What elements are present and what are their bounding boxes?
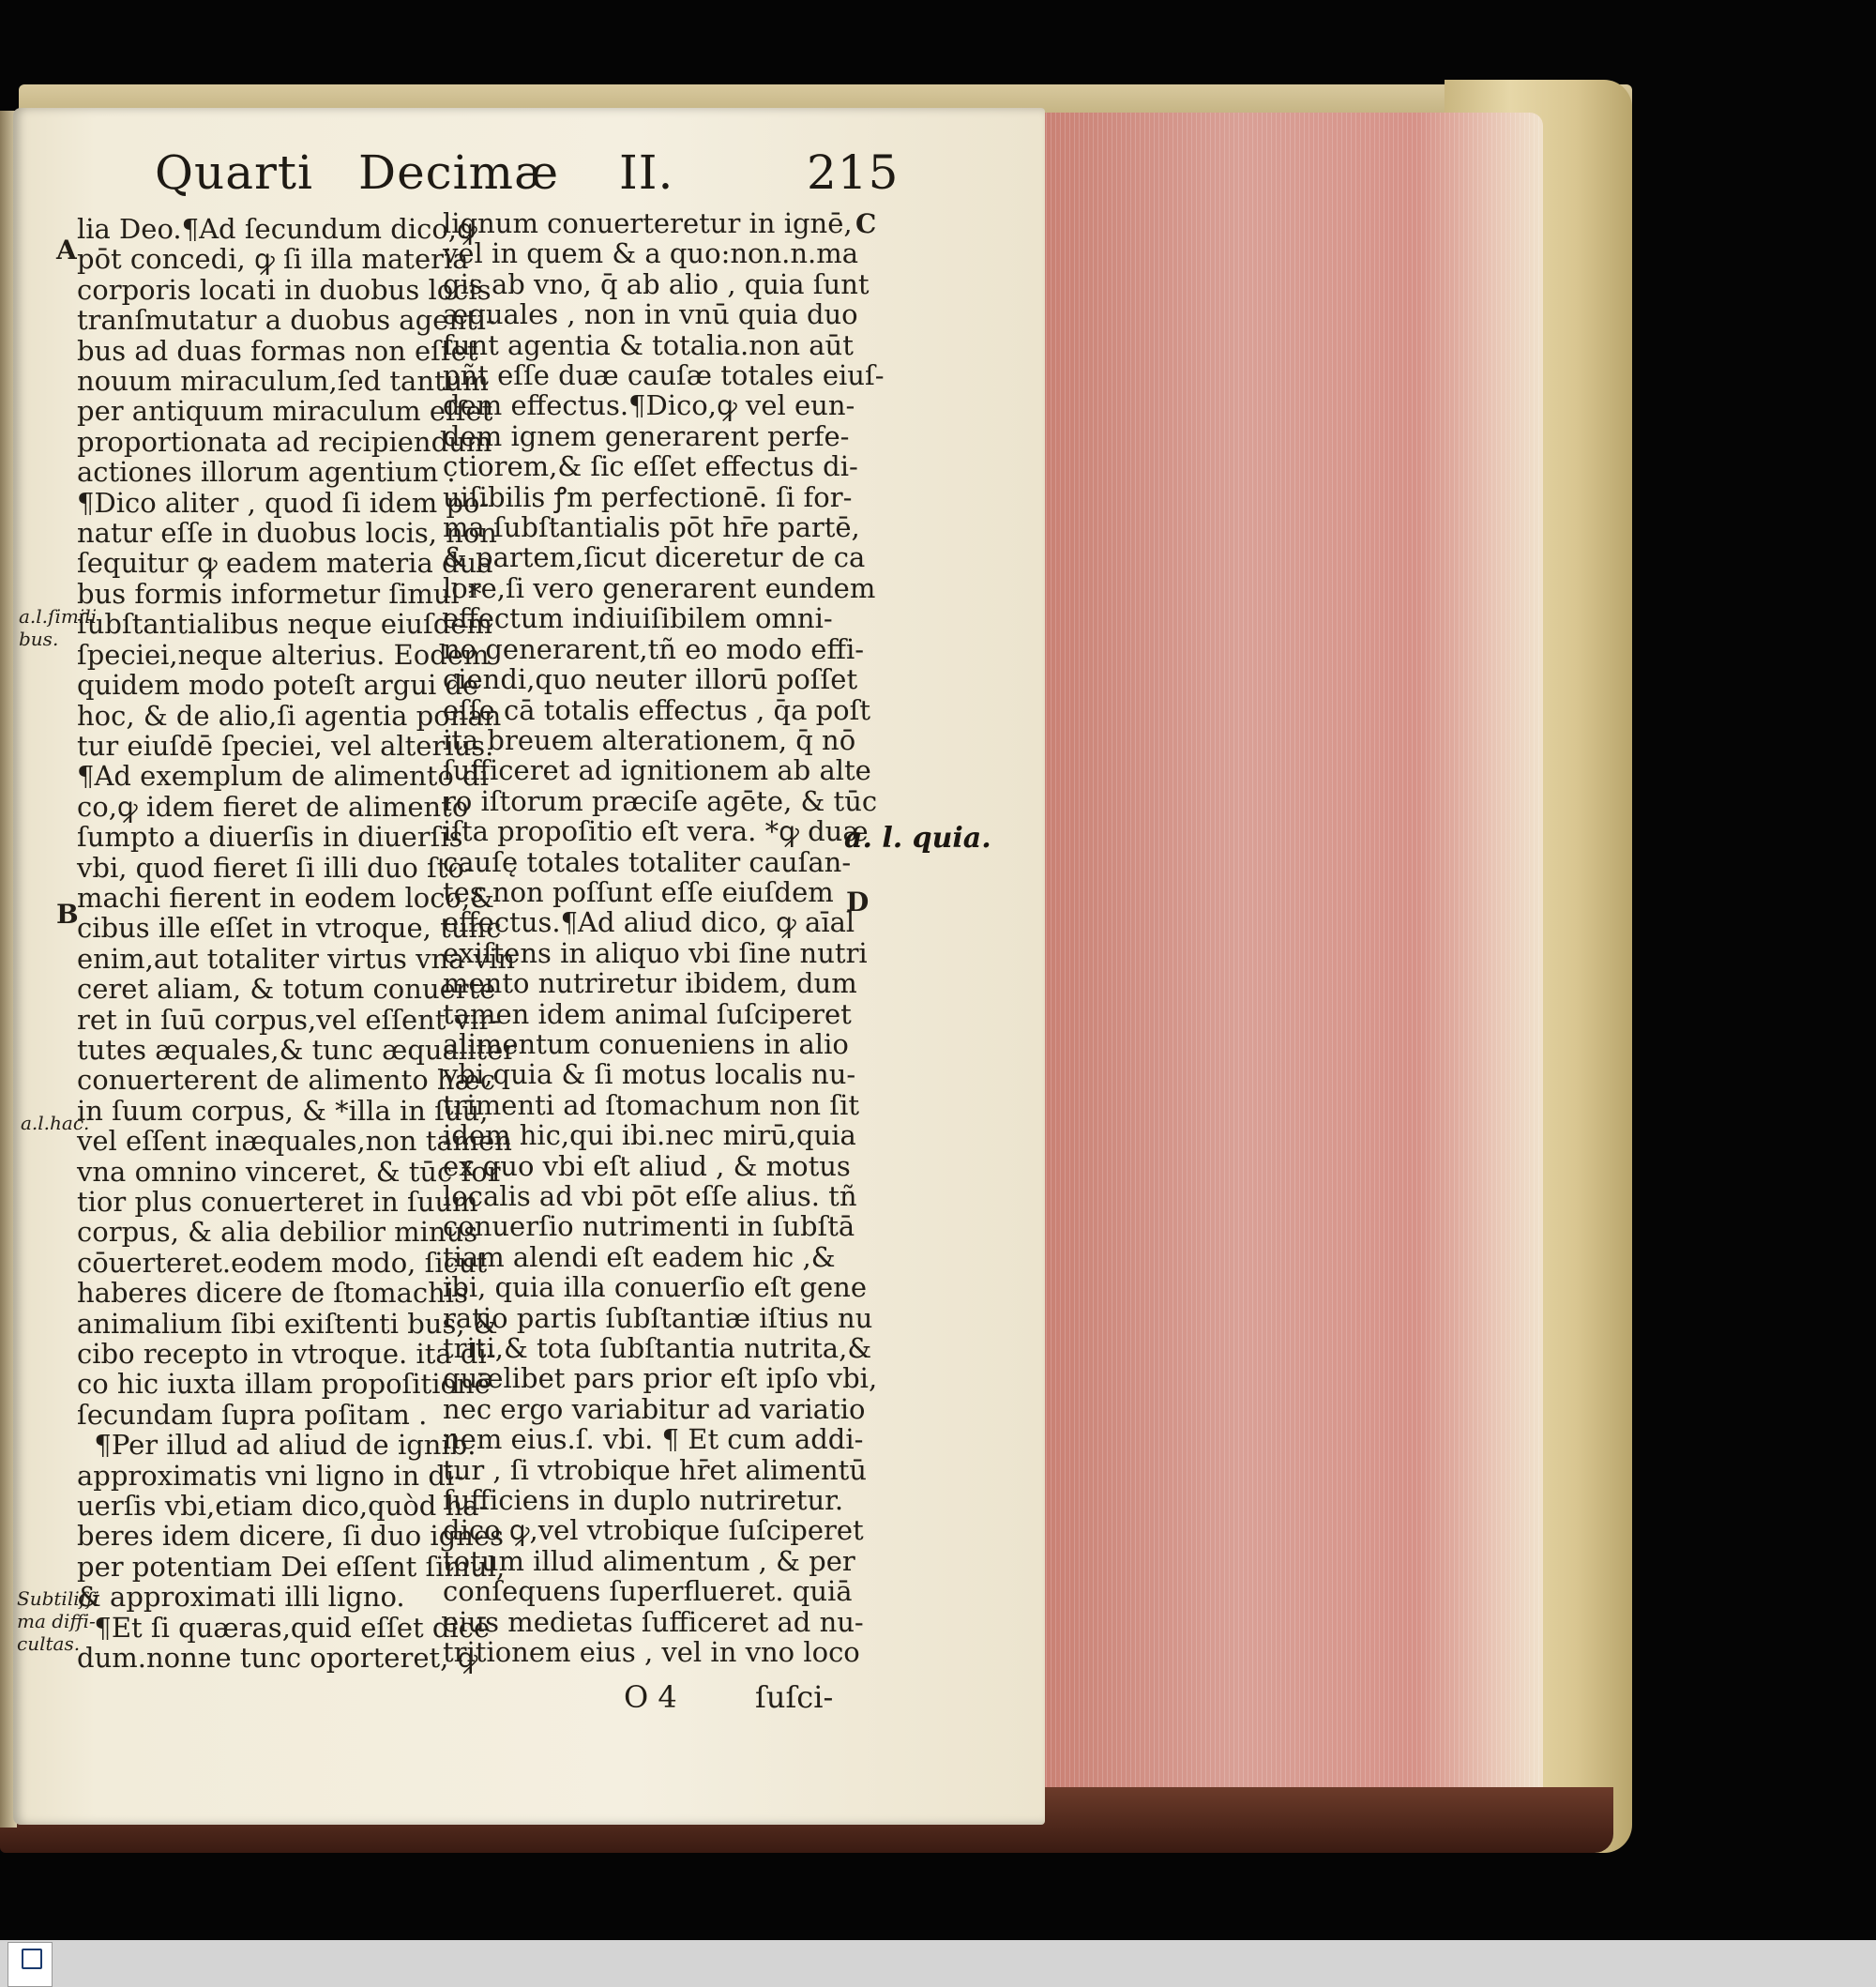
handwritten-annotation: a. l. quia. xyxy=(844,822,991,855)
right-column-line: gis ab vno, q̄ ab alio , quia ſunt xyxy=(443,267,870,300)
left-column-line: enim,aut totaliter virtus vna vin xyxy=(77,942,516,975)
right-column-line: ratio partis ſubſtantiæ iſtius nu xyxy=(443,1301,873,1334)
left-column-line: co,ꝙ idem fieret de alimento xyxy=(77,790,469,823)
right-column-line: cauſę totales totaliter cauſan- xyxy=(443,845,852,878)
left-column-line: tior plus conuerteret in ſuum xyxy=(77,1186,478,1218)
left-column-line: vel eſſent inæquales,non tamen xyxy=(77,1125,512,1158)
right-column-line: dem effectus.¶Dico,ꝙ vel eun- xyxy=(443,389,855,422)
left-column-line: tur eiuſdē ſpeciei, vel alterius. xyxy=(77,729,494,762)
right-column-line: idem hic,qui ibi.nec mirū,quia xyxy=(443,1119,856,1152)
right-column-line: effectum indiuiſibilem omni- xyxy=(443,602,833,635)
marginal-note-hac: a.l.hac. xyxy=(21,1112,90,1134)
right-column-line: triti,& tota ſubſtantia nutrita,& xyxy=(443,1332,872,1365)
right-column-line: ſufficiens in duplo nutriretur. xyxy=(443,1484,844,1517)
right-column-line: iſta propoſitio eſt vera. *ꝙ duæ xyxy=(443,815,869,848)
right-column-line: tur , ſi vtrobique hr̄et alimentū xyxy=(443,1453,867,1486)
right-column-line: mento nutriretur ibidem, dum xyxy=(443,967,857,1000)
left-column-line: ¶Ad exemplum de alimento di xyxy=(77,760,489,793)
right-column-line: nec ergo variabitur ad variatio xyxy=(443,1392,866,1425)
left-column-line: actiones illorum agentium . xyxy=(77,456,456,489)
left-column-line: nouum miraculum,ſed tantum xyxy=(77,365,489,398)
left-column-line: pōt concedi, ꝙ ſi illa materia xyxy=(77,243,469,276)
right-column-line: localis ad vbi pōt eſſe alius. tñ xyxy=(443,1180,857,1212)
right-column-line: vel in quem & a quo:non.n.ma xyxy=(443,237,859,270)
left-column-line: natur eſſe in duobus locis, non xyxy=(77,517,497,550)
right-column-line: ctiorem,& ſic eſſet effectus di- xyxy=(443,450,858,483)
left-column-line: co hic iuxta illam propoſitionē xyxy=(77,1368,491,1401)
marginal-note-subtilissima: Subtiliſſi ma diffi- cultas. xyxy=(17,1587,99,1655)
left-column-line: machi fierent in eodem loco,& xyxy=(77,881,494,914)
left-column-line: quidem modo poteſt argui de xyxy=(77,669,479,702)
left-column-line: per antiquum miraculum eſſet xyxy=(77,395,493,428)
left-column-line: conuerterent de alimento hæc xyxy=(77,1064,496,1097)
signature-mark: O 4 xyxy=(624,1679,677,1715)
left-column-line: per potentiam Dei eſſent ſimul, xyxy=(77,1550,506,1583)
right-column-line: trimenti ad ſtomachum non ſit xyxy=(443,1088,859,1121)
right-column-line: quælibet pars prior eſt ipſo vbi, xyxy=(443,1362,878,1395)
right-column-line: uiſibilis ꝭm perfectionē. ſi for- xyxy=(443,480,853,513)
left-column-line: uerſis vbi,etiam dico,quòd ha- xyxy=(77,1490,489,1523)
left-column-line: tranſmutatur a duobus agenti- xyxy=(77,304,495,337)
library-logo xyxy=(8,1942,53,1987)
running-head-number: II. xyxy=(619,145,674,200)
right-column-line: lore,ſi vero generarent eundem xyxy=(443,571,876,604)
left-column-line: ſumpto a diuerſis in diuerſis xyxy=(77,821,463,854)
right-column-line: nem eius.ſ. vbi. ¶ Et cum addi- xyxy=(443,1423,864,1456)
left-column-line: beres idem dicere, ſi duo ignes xyxy=(77,1520,504,1553)
margin-letter-d: D xyxy=(846,887,870,918)
right-column-line: conſequens ſuperflueret. quiā xyxy=(443,1575,853,1608)
left-column-line: approximatis vni ligno in di- xyxy=(77,1459,464,1492)
right-column-line: tiam alendi eſt eadem hic ,& xyxy=(443,1240,836,1273)
right-column-line: & partem,ſicut diceretur de ca xyxy=(443,541,866,574)
left-column-line: ſpeciei,neque alterius. Eodem xyxy=(77,638,490,671)
left-column-line: bus ad duas formas non eſſet xyxy=(77,334,478,367)
right-column-line: pñt eſſe duæ cauſæ totales eiuſ- xyxy=(443,359,885,392)
running-head-left: Quarti xyxy=(155,145,313,200)
left-column-line: ſequitur ꝙ eadem materia dua xyxy=(77,547,493,580)
left-column-line: dum.nonne tunc oporteret, ꝙ xyxy=(77,1642,478,1675)
right-column-line: conuerſio nutrimenti in ſubſtā xyxy=(443,1210,855,1243)
right-column-line: dico ꝙ,vel vtrobique ſuſciperet xyxy=(443,1514,864,1547)
left-column-line: cōuerteret.eodem modo, ſicut xyxy=(77,1246,488,1279)
right-column-line: ex quo vbi eſt aliud , & motus xyxy=(443,1149,851,1182)
left-column-line: haberes dicere de ſtomachis xyxy=(77,1277,468,1310)
left-column-line: lia Deo.¶Ad ſecundum dico,ꝙ xyxy=(77,213,477,245)
left-column-line: animalium ſibi exiſtenti bus, & xyxy=(77,1307,498,1340)
right-column-line: exiſtens in aliquo vbi ſine nutri xyxy=(443,936,868,969)
catchword: ſuſci- xyxy=(755,1679,834,1715)
left-column-line: proportionata ad recipiendum xyxy=(77,425,492,458)
right-column-line: dem ignem generarent perfe- xyxy=(443,419,850,452)
right-column-line: no generarent,tñ eo modo effi- xyxy=(443,632,865,665)
left-column-line: bus formis informetur ſimul * xyxy=(77,577,482,610)
marginal-note-similibus: a.l.ſimili bus. xyxy=(19,605,97,650)
right-column-line: ita breuem alterationem, q̄ nō xyxy=(443,723,856,756)
margin-letter-c: C xyxy=(855,208,877,239)
folio-number: 215 xyxy=(807,145,900,200)
left-column-line: corporis locati in duobus locis xyxy=(77,273,492,306)
right-column-line: alimentum conueniens in alio xyxy=(443,1027,849,1060)
page-block-edges xyxy=(1036,113,1543,1829)
right-column-line: tes non poſſunt eſſe eiuſdem xyxy=(443,875,834,908)
margin-letter-a: A xyxy=(56,235,77,265)
left-column-line: ret in ſuū corpus,vel eſſent vir- xyxy=(77,1003,501,1036)
left-column-line: ¶Et ſi quæras,quid eſſet dicē xyxy=(77,1611,491,1644)
right-column-line: ſufficeret ad ignitionem ab alte xyxy=(443,754,871,787)
left-column-line: cibo recepto in vtroque. ita di- xyxy=(77,1338,496,1371)
left-column-line: vna omnino vinceret, & tūc for xyxy=(77,1155,501,1188)
right-column-line: ro iſtorum præciſe agēte, & tūc xyxy=(443,784,878,817)
right-column-line: ciendi,quo neuter illorū poſſet xyxy=(443,663,858,696)
right-column-line: ſunt agentia & totalia.non aūt xyxy=(443,328,854,361)
right-column-line: tritionem eius , vel in vno loco xyxy=(443,1636,860,1669)
left-column-line: corpus, & alia debilior minus xyxy=(77,1216,478,1249)
left-column-line: & approximati illi ligno. xyxy=(77,1581,405,1614)
margin-letter-b: B xyxy=(56,899,79,930)
left-column-line: ſubſtantialibus neque eiuſdem xyxy=(77,608,492,641)
left-column-line: cibus ille eſſet in vtroque, tunc xyxy=(77,912,502,945)
left-column-line: tutes æquales,& tunc æqualiter xyxy=(77,1033,517,1066)
library-logo-icon xyxy=(22,1949,42,1969)
left-column-line: in ſuum corpus, & *illa in ſuū, xyxy=(77,1094,489,1127)
left-column-line: ceret aliam, & totum conuerte xyxy=(77,973,496,1006)
right-column-line: eſſe cā totalis effectus , q̄a poſt xyxy=(443,693,870,726)
left-column-line: hoc, & de alio,ſi agentia ponan xyxy=(77,699,502,732)
left-column-line: vbi, quod fieret ſi illi duo ſto- xyxy=(77,851,474,884)
left-column-line: ſecundam ſupra poſitam . xyxy=(77,1398,428,1431)
left-column-line: ¶Per illud ad aliud de ignib. xyxy=(77,1429,477,1462)
viewer-bottom-bar xyxy=(0,1940,1876,1987)
right-column-line: totum illud alimentum , & per xyxy=(443,1544,855,1577)
right-column-line: lignum conuerteretur in ignē, xyxy=(443,207,853,239)
left-column-line: ¶Dico aliter , quod ſi idem po- xyxy=(77,486,490,519)
right-column-line: effectus.¶Ad aliud dico, ꝙ aīal xyxy=(443,906,855,939)
right-column-line: tamen idem animal ſuſciperet xyxy=(443,997,852,1030)
right-column-line: ibi, quia illa conuerſio eſt gene xyxy=(443,1271,868,1304)
right-text-column xyxy=(443,208,885,1668)
right-column-line: vbi,quia & ſi motus localis nu- xyxy=(443,1058,856,1091)
right-column-line: ma ſubſtantialis pōt hr̄e partē, xyxy=(443,511,860,544)
running-head-center: Decimæ xyxy=(358,145,560,200)
right-column-line: æquales , non in vnū quia duo xyxy=(443,298,858,331)
right-column-line: eius medietas ſufficeret ad nu- xyxy=(443,1605,864,1638)
